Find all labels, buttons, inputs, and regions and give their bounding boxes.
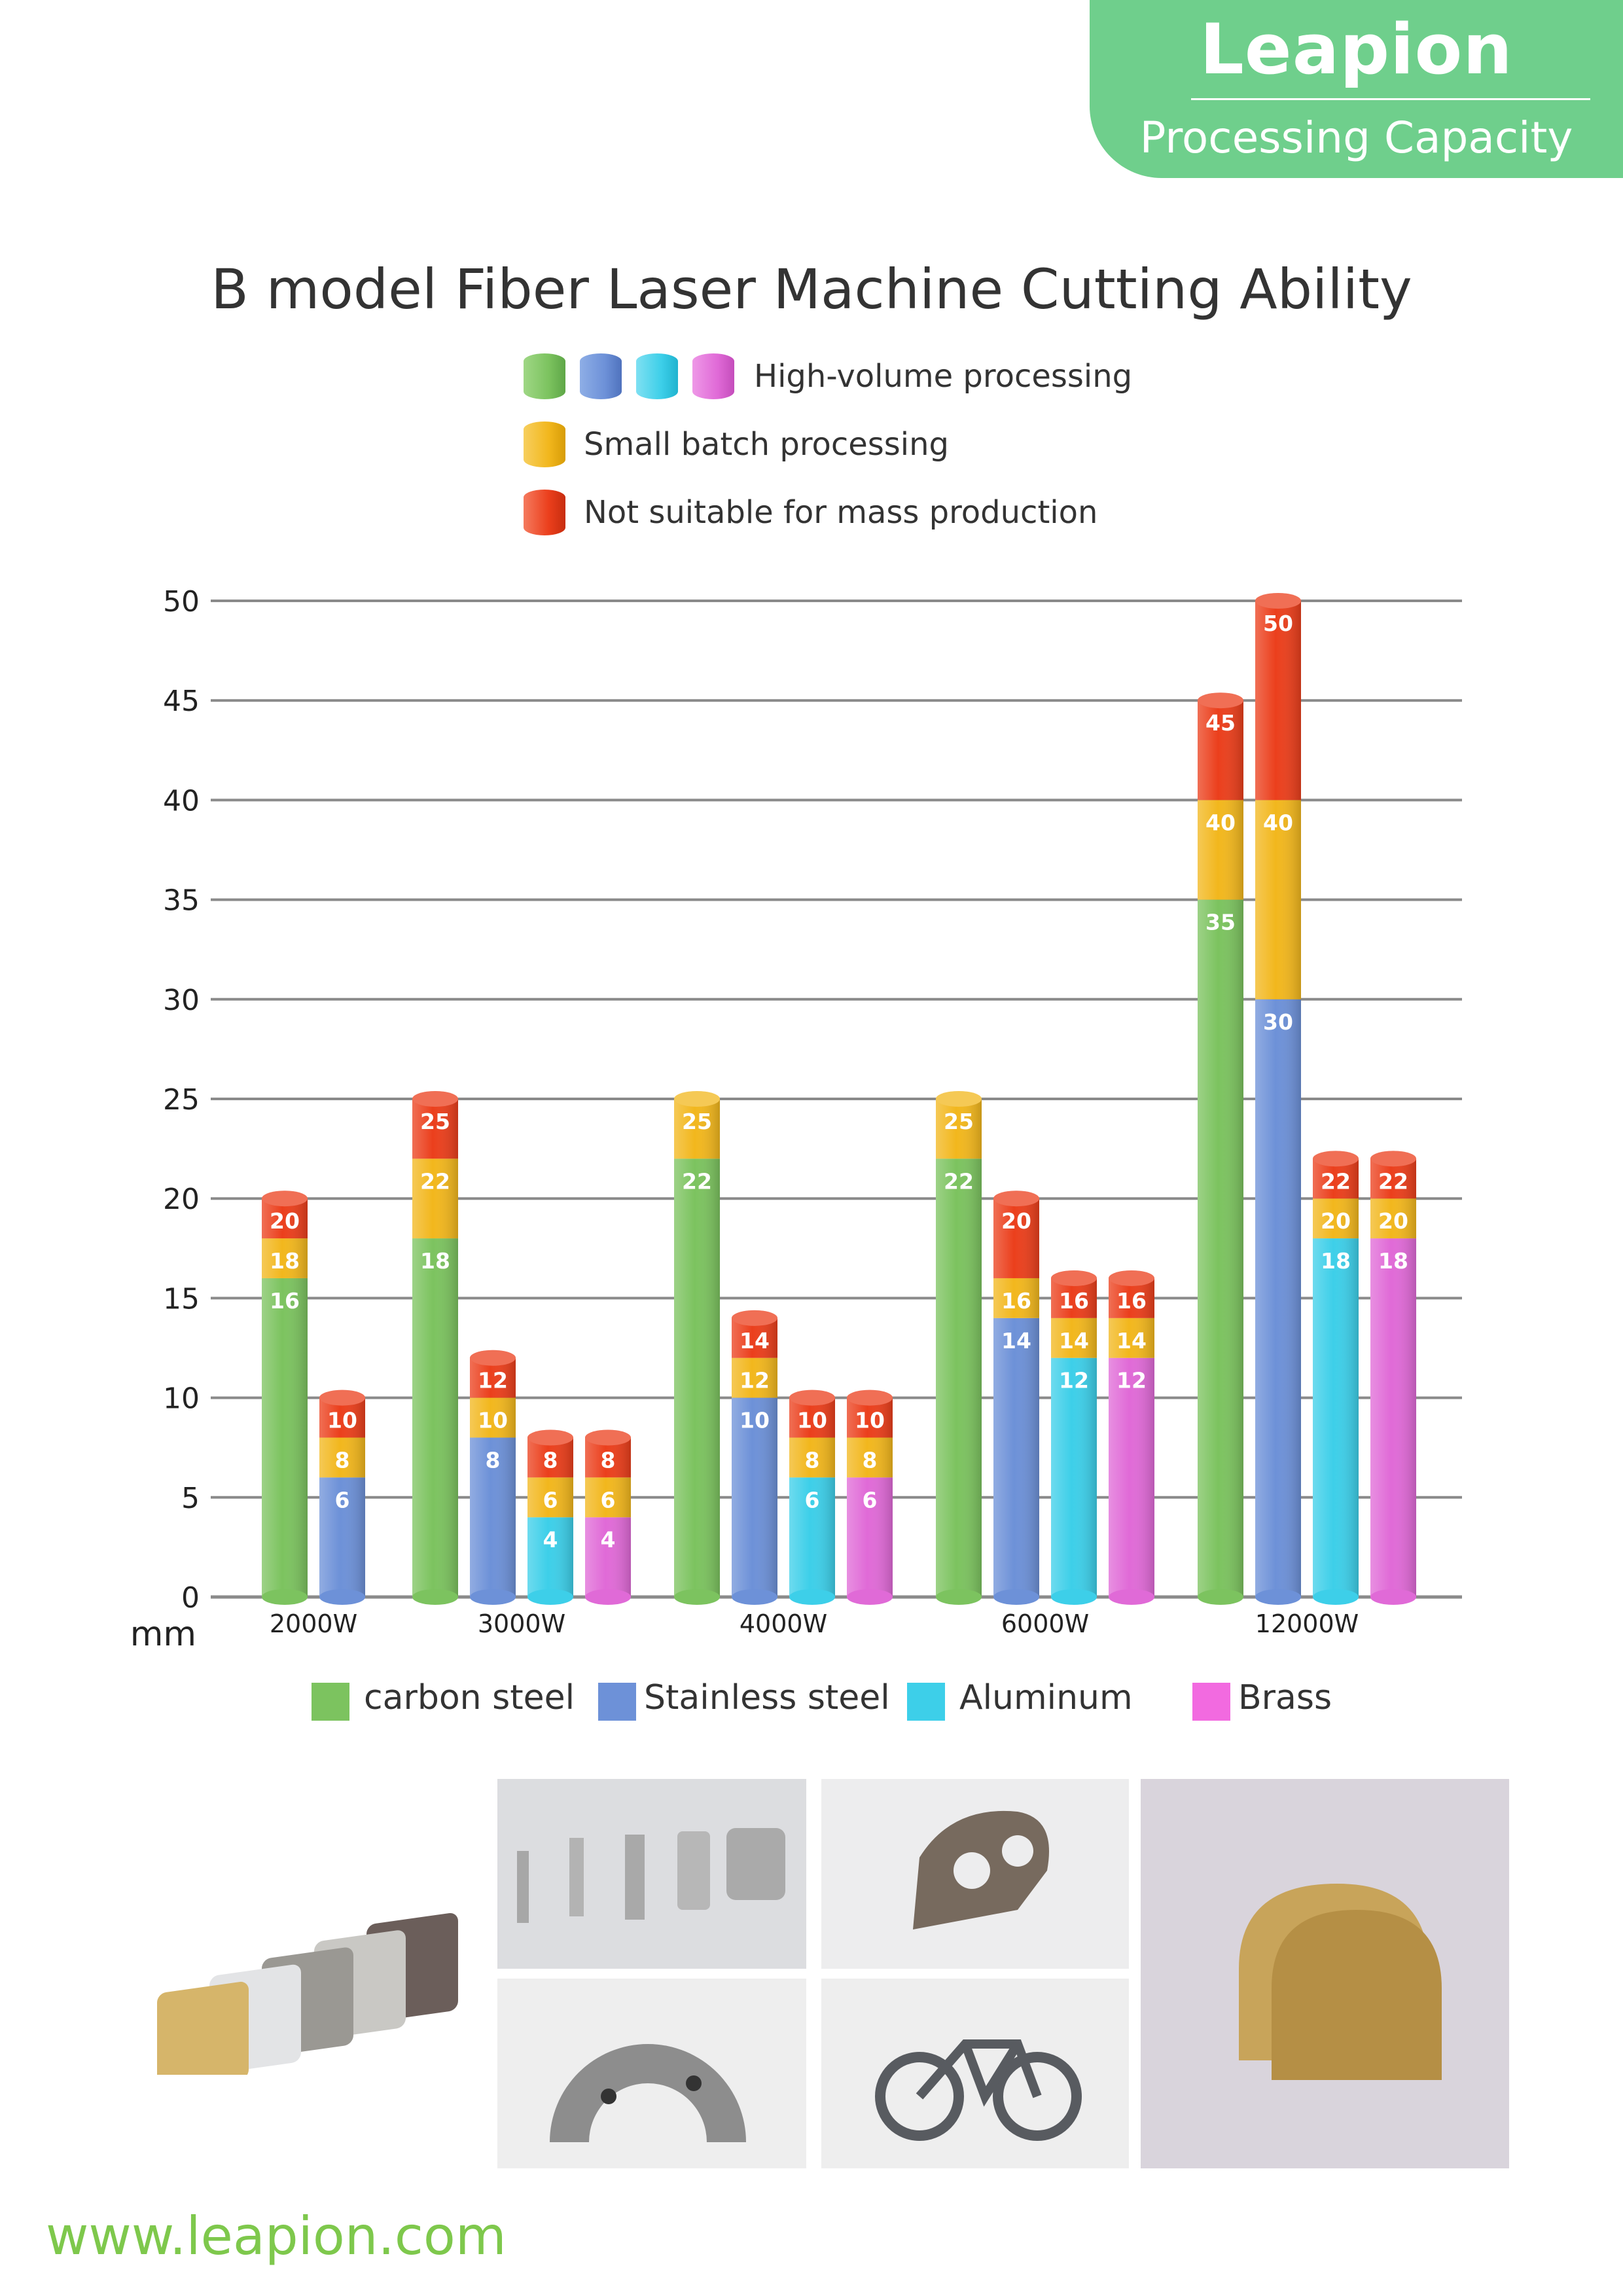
bar-value-label: 18 — [1321, 1248, 1351, 1274]
bar-top-highlight — [585, 1429, 631, 1445]
x-category-label: 4000W — [739, 1609, 828, 1638]
gear-photo — [497, 1979, 806, 2168]
cut-plate-photo — [821, 1779, 1129, 1969]
bar-value-label: 40 — [1205, 810, 1236, 836]
bar-value-label: 16 — [270, 1287, 300, 1314]
legend-high-volume-label: High-volume processing — [754, 358, 1133, 395]
bar-shading — [1370, 1238, 1416, 1597]
bar-base — [732, 1589, 777, 1605]
y-tick-label: 15 — [163, 1282, 200, 1316]
bar-base — [993, 1589, 1039, 1605]
bicycle-illustration — [821, 1979, 1129, 2168]
bar-value-label: 10 — [327, 1407, 357, 1433]
metal-plates-photo — [137, 1878, 478, 2075]
y-tick-label: 25 — [163, 1083, 200, 1117]
brass-swatch — [1192, 1683, 1230, 1721]
y-tick-label: 40 — [163, 784, 200, 818]
bar-value-label: 25 — [420, 1109, 450, 1134]
bar-value-label: 6 — [543, 1487, 558, 1513]
bar-shading — [936, 1158, 982, 1597]
bar-shading — [1051, 1358, 1097, 1597]
bar-value-label: 40 — [1263, 810, 1293, 836]
bar-value-label: 22 — [944, 1168, 974, 1194]
bar-base — [674, 1589, 720, 1605]
bar-value-label: 10 — [740, 1407, 770, 1433]
bar-value-label: 6 — [600, 1487, 616, 1513]
bar-shading — [1198, 900, 1243, 1597]
bar-base — [789, 1589, 835, 1605]
legend-not-suitable-label: Not suitable for mass production — [584, 494, 1098, 531]
stainless-steel-label: Stainless steel — [644, 1678, 890, 1717]
bar-value-label: 8 — [485, 1447, 501, 1473]
bar-value-label: 6 — [334, 1487, 350, 1513]
stainless-steel-swatch — [598, 1683, 636, 1721]
bar-value-label: 22 — [1378, 1168, 1408, 1194]
bar-value-label: 8 — [804, 1447, 820, 1473]
bar-shading — [1313, 1238, 1359, 1597]
bar-value-label: 10 — [855, 1407, 885, 1433]
bar-top-highlight — [1051, 1270, 1097, 1286]
y-tick-label: 5 — [181, 1481, 200, 1515]
bar-value-label: 6 — [804, 1487, 820, 1513]
bar-shading — [674, 1158, 720, 1597]
brand-subtitle: Processing Capacity — [1139, 113, 1573, 163]
y-tick-label: 10 — [163, 1382, 200, 1416]
bar-base — [412, 1589, 458, 1605]
carbon-steel-swatch — [312, 1683, 349, 1721]
bar-shading — [993, 1318, 1039, 1597]
bar-value-label: 12 — [740, 1367, 770, 1393]
cut-plate-illustration — [821, 1779, 1129, 1969]
bar-base — [470, 1589, 516, 1605]
y-axis-unit-label: mm — [130, 1615, 196, 1654]
steel-parts-illustration — [497, 1779, 806, 1969]
bar-base — [936, 1589, 982, 1605]
y-tick-label: 35 — [163, 884, 200, 918]
bar-shading — [1109, 1358, 1154, 1597]
x-category-label: 12000W — [1255, 1609, 1359, 1638]
brand-logo: Leapion — [1200, 9, 1513, 90]
brass-parts-photo — [1141, 1779, 1509, 2168]
brass-label: Brass — [1238, 1678, 1332, 1717]
bar-top-highlight — [789, 1390, 835, 1406]
bar-value-label: 12 — [1059, 1367, 1089, 1393]
bar-base — [1255, 1589, 1301, 1605]
bar-value-label: 14 — [1116, 1327, 1147, 1354]
bar-value-label: 4 — [600, 1527, 616, 1553]
bar-base — [1370, 1589, 1416, 1605]
bar-top-highlight — [674, 1091, 720, 1107]
bar-value-label: 30 — [1263, 1009, 1293, 1035]
y-tick-label: 20 — [163, 1183, 200, 1217]
bar-value-label: 20 — [1378, 1208, 1408, 1234]
x-category-label: 2000W — [269, 1609, 358, 1638]
bar-value-label: 18 — [1378, 1248, 1408, 1274]
bar-base — [585, 1589, 631, 1605]
bar-value-label: 8 — [543, 1447, 558, 1473]
bar-top-highlight — [936, 1091, 982, 1107]
bar-value-label: 16 — [1001, 1287, 1031, 1314]
bar-value-label: 45 — [1205, 710, 1236, 736]
bar-value-label: 35 — [1205, 909, 1236, 935]
bar-base — [1313, 1589, 1359, 1605]
bar-base — [1198, 1589, 1243, 1605]
legend-small-batch-label: Small batch processing — [584, 426, 950, 463]
bar-value-label: 16 — [1059, 1287, 1089, 1314]
bar-top-highlight — [732, 1310, 777, 1326]
bar-value-label: 16 — [1116, 1287, 1147, 1314]
bar-value-label: 25 — [944, 1109, 974, 1134]
bar-top-highlight — [993, 1191, 1039, 1206]
bar-top-highlight — [1255, 593, 1301, 609]
aluminum-label: Aluminum — [959, 1678, 1133, 1717]
bar-value-label: 20 — [1321, 1208, 1351, 1234]
bar-value-label: 18 — [420, 1248, 450, 1274]
bar-value-label: 20 — [1001, 1208, 1031, 1234]
y-tick-label: 0 — [181, 1581, 200, 1615]
bar-top-highlight — [1198, 692, 1243, 708]
bar-base — [1109, 1589, 1154, 1605]
bar-base — [319, 1589, 365, 1605]
gear-illustration — [497, 1979, 806, 2168]
bicycle-photo — [821, 1979, 1129, 2168]
bar-top-highlight — [262, 1191, 308, 1206]
bar-top-highlight — [1313, 1151, 1359, 1166]
bar-base — [262, 1589, 308, 1605]
bar-value-label: 14 — [740, 1327, 770, 1354]
bar-top-highlight — [527, 1429, 573, 1445]
steel-parts-photo — [497, 1779, 806, 1969]
y-tick-label: 50 — [163, 585, 200, 619]
bar-value-label: 22 — [682, 1168, 712, 1194]
brass-parts-illustration — [1141, 1779, 1509, 2168]
bar-value-label: 12 — [1116, 1367, 1147, 1393]
bar-value-label: 10 — [797, 1407, 827, 1433]
bar-value-label: 20 — [270, 1208, 300, 1234]
bar-value-label: 8 — [862, 1447, 878, 1473]
bar-value-label: 14 — [1001, 1327, 1031, 1354]
bar-top-highlight — [412, 1091, 458, 1107]
x-category-label: 3000W — [477, 1609, 566, 1638]
y-tick-label: 45 — [163, 685, 200, 719]
website-url: www.leapion.com — [46, 2206, 507, 2267]
bar-value-label: 25 — [682, 1109, 712, 1134]
x-category-label: 6000W — [1001, 1609, 1090, 1638]
bar-base — [527, 1589, 573, 1605]
bar-value-label: 14 — [1059, 1327, 1089, 1354]
bar-value-label: 22 — [420, 1168, 450, 1194]
material-legend — [0, 1676, 1623, 1728]
bar-top-highlight — [1370, 1151, 1416, 1166]
bar-top-highlight — [847, 1390, 893, 1406]
aluminum-swatch — [907, 1683, 945, 1721]
bar-value-label: 8 — [334, 1447, 350, 1473]
bar-value-label: 6 — [862, 1487, 878, 1513]
bar-top-highlight — [319, 1390, 365, 1406]
bar-value-label: 18 — [270, 1248, 300, 1274]
bar-value-label: 8 — [600, 1447, 616, 1473]
metal-plates-illustration — [137, 1878, 478, 2075]
bar-shading — [412, 1238, 458, 1597]
bar-value-label: 4 — [543, 1527, 558, 1553]
chart-title: B model Fiber Laser Machine Cutting Ability — [211, 257, 1412, 321]
bar-top-highlight — [470, 1350, 516, 1366]
bar-value-label: 50 — [1263, 611, 1293, 636]
bar-base — [1051, 1589, 1097, 1605]
bar-value-label: 10 — [478, 1407, 508, 1433]
bar-value-label: 12 — [478, 1367, 508, 1393]
y-tick-label: 30 — [163, 983, 200, 1017]
bar-shading — [1255, 999, 1301, 1597]
bar-base — [847, 1589, 893, 1605]
carbon-steel-label: carbon steel — [364, 1678, 575, 1717]
bar-top-highlight — [1109, 1270, 1154, 1286]
bar-value-label: 22 — [1321, 1168, 1351, 1194]
bar-shading — [262, 1278, 308, 1597]
